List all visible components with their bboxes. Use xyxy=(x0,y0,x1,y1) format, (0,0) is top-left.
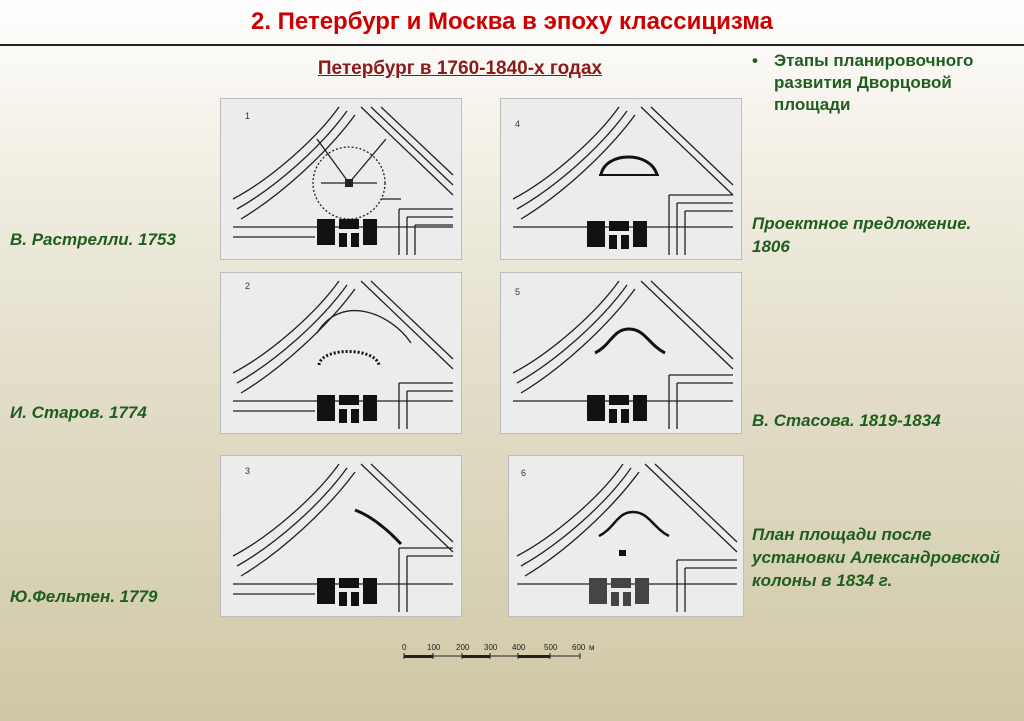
scale-bar-drawing xyxy=(400,640,600,666)
plan-6-column-1834 xyxy=(508,455,744,617)
scale-tick-label: 300 xyxy=(484,643,498,652)
plan-number: 6 xyxy=(521,468,527,478)
label-stasov: В. Стасова. 1819-1834 xyxy=(752,411,941,430)
title-divider xyxy=(0,44,1024,46)
label-rastrelli: В. Растрелли. 1753 xyxy=(10,230,176,249)
plan-number: 2 xyxy=(245,281,251,291)
scale-tick-label: 0 xyxy=(402,643,407,652)
label-felten: Ю.Фельтен. 1779 xyxy=(10,587,158,606)
plan-5-stasov xyxy=(500,272,742,434)
plan-3-felten xyxy=(220,455,462,617)
scale-tick-label: 100 xyxy=(427,643,441,652)
label-column-1834: План площади после установки Александровской колоны в 1834 г. xyxy=(752,525,1000,590)
scale-tick-label: 600 xyxy=(572,643,586,652)
scale-unit: м xyxy=(589,643,595,652)
slide-title: 2. Петербург и Москва в эпоху классицизма xyxy=(250,8,774,35)
plan-number: 4 xyxy=(515,119,521,129)
plan-4-drawing xyxy=(501,99,741,259)
scale-tick-label: 400 xyxy=(512,643,526,652)
bullet-marker: • xyxy=(752,51,758,70)
label-starov: И. Старов. 1774 xyxy=(10,403,147,422)
plan-1-drawing xyxy=(221,99,461,259)
slide-subtitle: Петербург в 1760-1840-х годах xyxy=(317,58,603,79)
plan-6-drawing xyxy=(509,456,743,616)
plan-5-drawing xyxy=(501,273,741,433)
scale-tick-label: 500 xyxy=(544,643,558,652)
plan-number: 3 xyxy=(245,466,251,476)
bullet-text: Этапы планировочного развития Дворцовой площади xyxy=(774,51,974,114)
scale-bar xyxy=(400,640,600,666)
label-project-1806: Проектное предложение. 1806 xyxy=(752,214,972,256)
plan-2-starov xyxy=(220,272,462,434)
bullet-point xyxy=(752,50,1012,116)
plan-2-drawing xyxy=(221,273,461,433)
plan-4-project-1806 xyxy=(500,98,742,260)
plan-number: 1 xyxy=(245,111,251,121)
plan-1-rastrelli xyxy=(220,98,462,260)
plan-number: 5 xyxy=(515,287,521,297)
scale-tick-label: 200 xyxy=(456,643,470,652)
plan-3-drawing xyxy=(221,456,461,616)
